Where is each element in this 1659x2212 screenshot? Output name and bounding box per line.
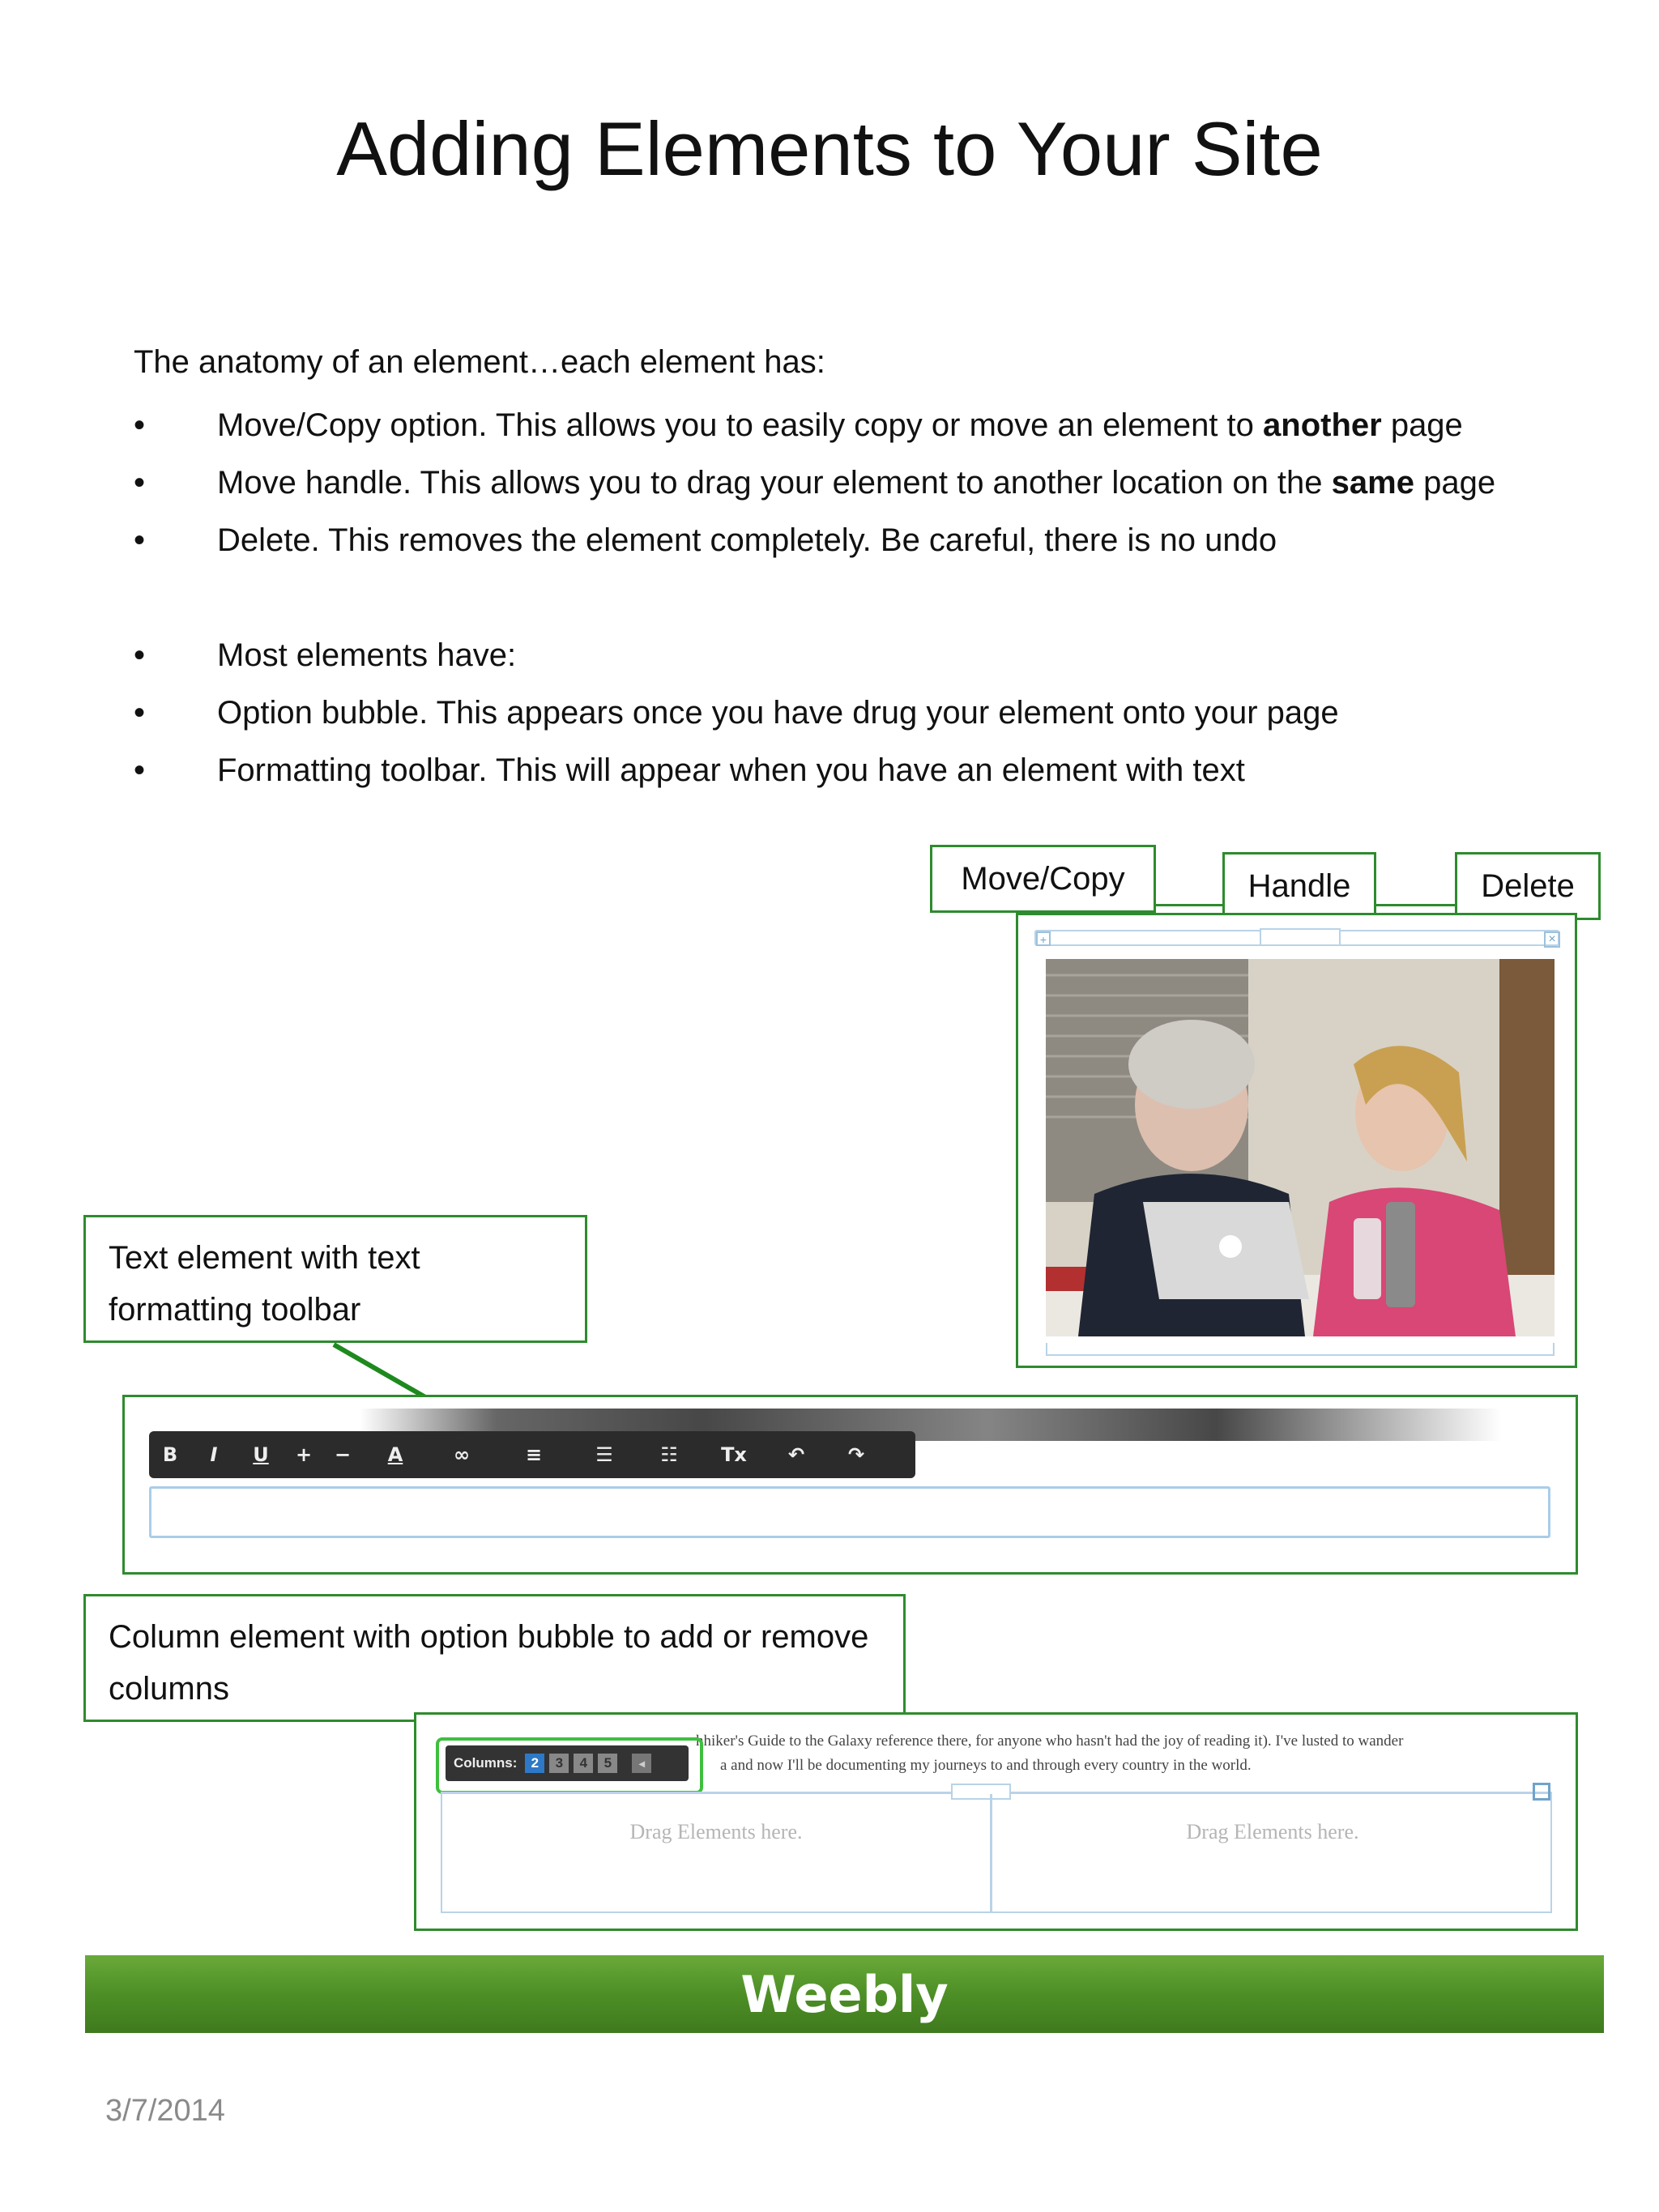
column-element-frame <box>414 1712 1578 1931</box>
column-option-5[interactable]: 5 <box>598 1754 617 1773</box>
font-size-decrease-icon[interactable]: − <box>334 1443 352 1466</box>
bullet-dot: • <box>134 637 146 673</box>
bullet-move-copy: • Move/Copy option. This allows you to easily copy or move an element to another page <box>134 407 1463 443</box>
move-handle-icon[interactable] <box>1260 928 1341 946</box>
column-text-line-2: a and now I'll be documenting my journeys to and through every country in the world. <box>720 1757 1252 1774</box>
column-option-3[interactable]: 3 <box>549 1754 569 1773</box>
text-element-frame <box>122 1395 1578 1575</box>
column-option-2[interactable]: 2 <box>525 1754 544 1773</box>
drop-zone-left[interactable]: Drag Elements here. <box>629 1820 803 1843</box>
column-handle-icon[interactable] <box>951 1784 1011 1800</box>
element-bottom-bar <box>1046 1343 1555 1356</box>
intro-text: The anatomy of an element…each element has: <box>134 344 825 380</box>
font-size-increase-icon[interactable]: + <box>295 1443 313 1466</box>
move-copy-callout: Move/Copy <box>930 845 1156 913</box>
footer-brand: Weebly <box>740 1964 949 2024</box>
text-input-area[interactable] <box>149 1486 1550 1538</box>
classroom-photo <box>1046 959 1555 1336</box>
bullet-dot: • <box>134 695 146 731</box>
bullet-formatting-toolbar: • Formatting toolbar. This will appear when you have an element with text <box>134 752 1245 788</box>
bullet-dot: • <box>134 522 146 558</box>
formatting-toolbar <box>149 1431 915 1478</box>
move-copy-icon[interactable]: + <box>1036 931 1051 946</box>
page-title: Adding Elements to Your Site <box>336 106 1323 191</box>
numbered-list-icon[interactable]: ☷ <box>660 1443 678 1466</box>
column-container <box>441 1792 1552 1913</box>
handle-callout: Handle <box>1222 852 1376 920</box>
drop-zone-right[interactable]: Drag Elements here. <box>1186 1820 1359 1843</box>
bullet-most-elements: • Most elements have: <box>134 637 517 673</box>
redo-icon[interactable]: ↷ <box>847 1443 865 1466</box>
column-resize-icon[interactable] <box>1533 1783 1550 1801</box>
image-element-frame <box>1016 913 1577 1368</box>
link-icon[interactable]: ∞ <box>454 1443 470 1466</box>
delete-callout: Delete <box>1455 852 1601 920</box>
columns-option-bubble <box>446 1745 689 1781</box>
bullet-dot: • <box>134 465 146 501</box>
columns-label: Columns: <box>454 1755 518 1771</box>
italic-icon[interactable]: I <box>210 1443 218 1466</box>
connector-line <box>1156 904 1222 906</box>
photo-illustration <box>1046 959 1555 1336</box>
text-element-callout: Text element with text formatting toolbar <box>83 1215 587 1343</box>
column-delete-icon[interactable]: ◂ <box>632 1754 651 1773</box>
bullet-option-bubble: • Option bubble. This appears once you have drug your element onto your page <box>134 695 1339 731</box>
column-text-line-1: hhiker's Guide to the Galaxy reference there, for anyone who hasn't had the joy of reading it). I've lusted to wander <box>696 1733 1404 1750</box>
delete-icon[interactable]: × <box>1544 931 1560 948</box>
undo-icon[interactable]: ↶ <box>787 1443 805 1466</box>
bold-icon[interactable]: B <box>162 1443 178 1466</box>
font-color-icon[interactable]: A <box>387 1443 403 1466</box>
column-divider[interactable] <box>990 1794 992 1912</box>
bullet-list-icon[interactable]: ☰ <box>595 1443 613 1466</box>
weebly-footer-banner <box>85 1955 1604 2033</box>
bullet-dot: • <box>134 407 146 443</box>
clear-format-icon[interactable]: Tx <box>721 1443 747 1466</box>
column-option-4[interactable]: 4 <box>574 1754 593 1773</box>
bullet-move-handle: • Move handle. This allows you to drag your element to another location on the same page <box>134 465 1496 501</box>
underline-icon[interactable]: U <box>253 1443 269 1466</box>
slide-date: 3/7/2014 <box>105 2094 225 2128</box>
align-icon[interactable]: ≡ <box>525 1443 543 1466</box>
bullet-dot: • <box>134 752 146 788</box>
column-element-callout: Column element with option bubble to add or remove columns <box>83 1594 906 1722</box>
connector-line <box>1376 904 1455 906</box>
bullet-delete: • Delete. This removes the element completely. Be careful, there is no undo <box>134 522 1277 558</box>
